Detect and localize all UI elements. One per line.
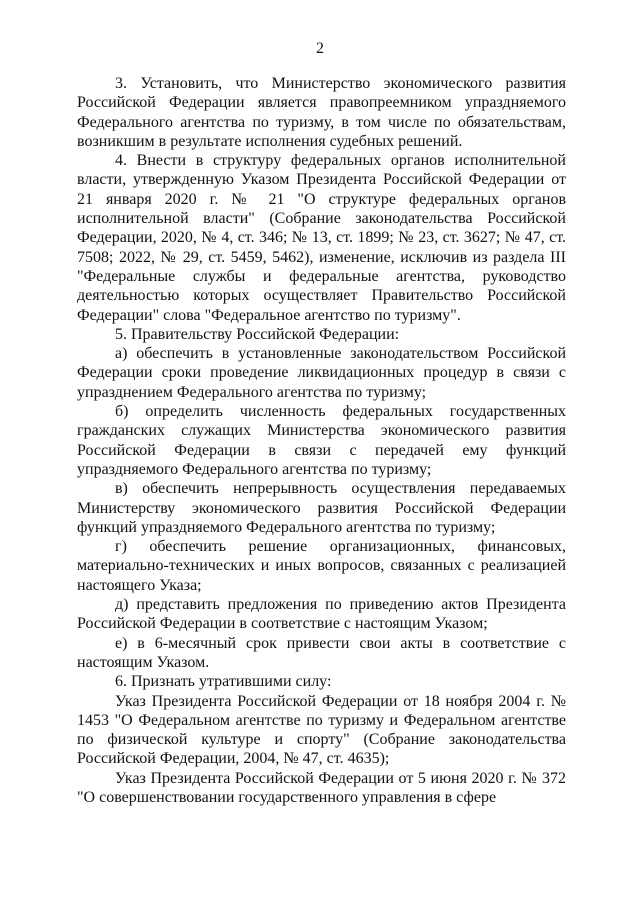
subparagraph-e: е) в 6-месячный срок привести свои акты в соответствие с настоящим Указом.	[77, 634, 566, 671]
subparagraph-a: а) обеспечить в установленные законодательством Российской Федерации сроки проведение ликвидационных процедур в связи с упразднением Федерального агентства по туризму;	[77, 345, 566, 401]
paragraph-4: 4. Внести в структуру федеральных органов исполнительной власти, утвержденную Указом Президента Российской Федерации от 21 января 2020 г. № 21 "О структуре федеральных органов исполнительной власти" (Собрание законодательства Российской Федерации, 2020, № 4, ст. 346; № 13, ст. 1899; № 23, ст. 3627; № 47, ст. 7508; 2022, № 29, ст. 5459, 5462), изменение, исключив из раздела III "Федеральные службы и федеральные агентства, руководство деятельностью которых осуществляет Правительство Российской Федерации" слова "Федеральное агентство по туризму".	[77, 152, 566, 324]
document-body	[77, 74, 566, 807]
page-number: 2	[316, 40, 324, 57]
subparagraph-b: б) определить численность федеральных государственных гражданских служащих Министерства экономического развития Российской Федерации в связи с передачей ему функций упраздняемого Федерального агентства по туризму;	[77, 403, 566, 478]
paragraph-5: 5. Правительству Российской Федерации:	[115, 325, 400, 343]
paragraph-3: 3. Установить, что Министерство экономического развития Российской Федерации является правопреемником упраздняемого Федерального агентства по туризму, в том числе по обязательствам, возникшим в результате исполнения судебных решений.	[77, 75, 566, 150]
subparagraph-g: г) обеспечить решение организационных, финансовых, материально-технических и иных вопросов, связанных с реализацией настоящего Указа;	[77, 538, 566, 594]
subparagraph-d: д) представить предложения по приведению актов Президента Российской Федерации в соответствие с настоящим Указом;	[77, 596, 566, 633]
subparagraph-v: в) обеспечить непрерывность осуществления передаваемых Министерству экономического развития Российской Федерации функций упраздняемого Федерального агентства по туризму;	[77, 480, 566, 536]
repealed-decree-2004: Указ Президента Российской Федерации от 18 ноября 2004 г. № 1453 "О Федеральном агентстве по туризму и Федеральном агентстве по физической культуре и спорту" (Собрание законодательства Российской Федерации, 2004, № 47, ст. 4635);	[77, 692, 566, 768]
paragraph-6: 6. Признать утратившими силу:	[115, 673, 332, 691]
repealed-decree-2020: Указ Президента Российской Федерации от 5 июня 2020 г. № 372 "О совершенствовании государственного управления в сфере	[77, 769, 566, 806]
